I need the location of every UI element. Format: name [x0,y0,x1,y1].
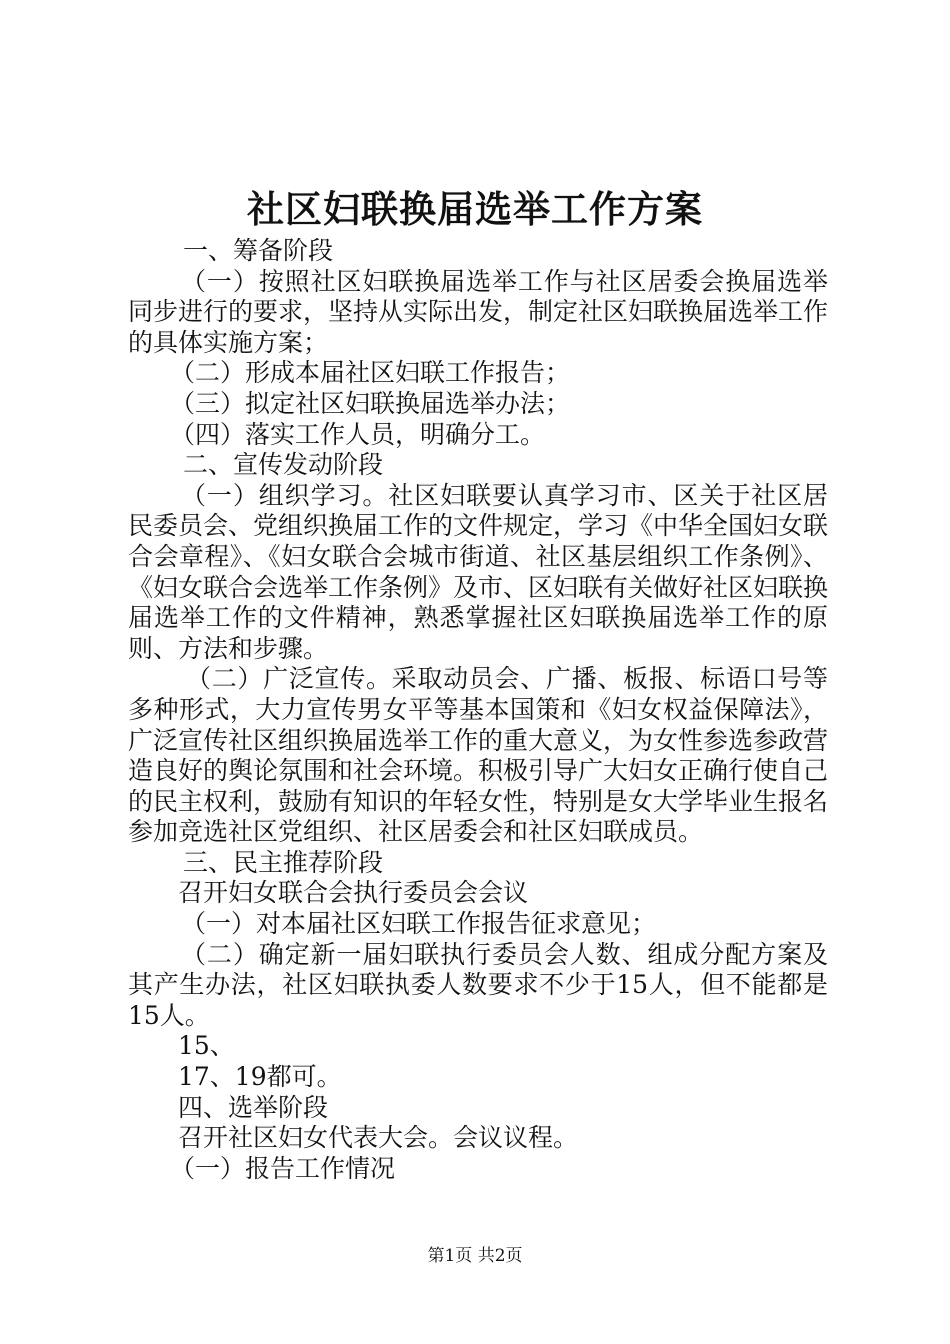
document-body [128,236,828,1184]
paragraph: （一）报告工作情况 [170,1153,396,1183]
paragraph: （一）组织学习。社区妇联要认真学习市、区关于社区居民委员会、党组织换届工作的文件规定，学习《中华全国妇女联合会章程》、《妇女联合会城市街道、社区基层组织工作条例》、《妇女联合会选举工作条例》及市、区妇联有关做好社区妇联换届选举工作的文件精神，熟悉掌握社区妇联换届选举工作的原则、方法和步骤。 [128,480,829,663]
paragraph: 17、19都可。 [178,1062,342,1092]
paragraph: 召开社区妇女代表大会。会议议程。 [178,1123,579,1153]
paragraph: （二）形成本届社区妇联工作报告； [170,358,571,388]
paragraph: 召开妇女联合会执行委员会会议 [178,878,529,908]
paragraph: （二）广泛宣传。采取动员会、广播、板报、标语口号等多种形式，大力宣传男女平等基本国策和《妇女权益保障法》，广泛宣传社区组织换届选举工作的重大意义，为女性参选参政营造良好的舆论氛围和社会环境。积极引导广大妇女正确行使自己的民主权利，鼓励有知识的年轻女性，特别是女大学毕业生报名参加竞选社区党组织、社区居委会和社区妇联成员。 [128,664,829,847]
page-number-footer: 第1页 共2页 [427,1246,523,1266]
paragraph: （四）落实工作人员，明确分工。 [170,419,546,449]
paragraph: 15、 [178,1031,235,1061]
paragraph: 一、筹备阶段 [183,236,334,265]
paragraph: （三）拟定社区妇联换届选举办法； [170,388,571,418]
paragraph: 三、民主推荐阶段 [183,847,384,877]
document-title: 社区妇联换届选举工作方案 [247,187,703,231]
paragraph: （一）按照社区妇联换届选举工作与社区居委会换届选举同步进行的要求，坚持从实际出发，制定社区妇联换届选举工作的具体实施方案； [128,266,829,357]
paragraph: 二、宣传发动阶段 [183,450,384,480]
paragraph: （二）确定新一届妇联执行委员会人数、组成分配方案及其产生办法，社区妇联执委人数要求不少于15人，但不能都是15人。 [128,939,828,1030]
paragraph: （一）对本届社区妇联工作报告征求意见； [181,909,657,939]
paragraph: 四、选举阶段 [178,1092,329,1122]
